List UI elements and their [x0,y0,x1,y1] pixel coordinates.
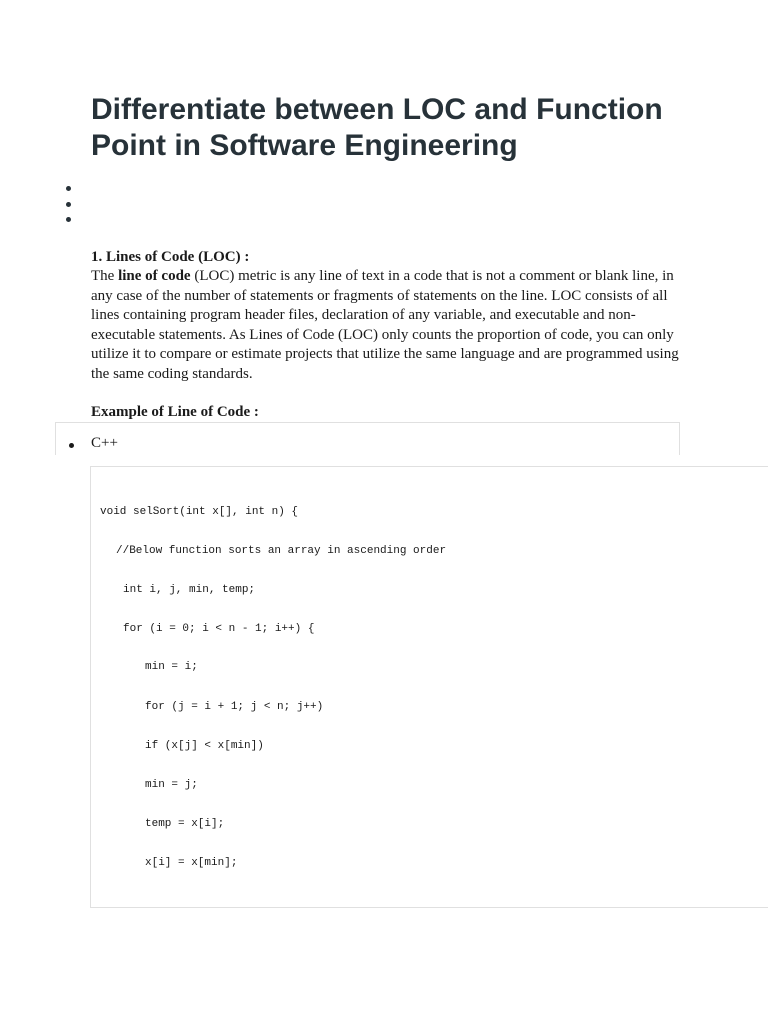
code-line: //Below function sorts an array in ascending order [116,545,447,557]
code-block [90,466,768,908]
paragraph-body: (LOC) metric is any line of text in a code that is not a comment or blank line, in any case of the number of statements or fragments of statements on the line. LOC consists of all lines containing program header files, declaration of any variable, and executable and non-executable statements. As Lines of Code (LOC) only counts the proportion of code, you can only utilize it to compare or estimate projects that utilize the same language and are programmed using the same coding standards. [91,268,679,382]
code-line: for (i = 0; i < n - 1; i++) { [123,623,315,635]
code-line: for (j = i + 1; j < n; j++) [145,701,324,713]
loc-paragraph [91,267,691,384]
share-menu[interactable] [66,186,76,233]
paragraph-intro: The [91,268,119,284]
bullet-icon [69,443,74,448]
example-heading: Example of Line of Code : [91,404,259,420]
code-tabs [55,422,680,455]
code-line: int i, j, min, temp; [123,584,256,596]
section-heading-loc: 1. Lines of Code (LOC) : [91,249,250,265]
code-line: if (x[j] < x[min]) [145,740,264,752]
menu-dot-icon [66,202,71,207]
code-line: min = i; [145,661,198,673]
article-title: Differentiate between LOC and Function Point in Software Engineering [91,93,663,162]
code-line: void selSort(int x[], int n) { [100,506,299,518]
code-line: min = j; [145,779,198,791]
tab-cpp[interactable]: C++ [91,435,118,451]
code-line: x[i] = x[min]; [145,857,238,869]
paragraph-term: line of code [118,268,191,284]
code-line: temp = x[i]; [145,818,225,830]
menu-dot-icon [66,186,71,191]
menu-dot-icon [66,217,71,222]
